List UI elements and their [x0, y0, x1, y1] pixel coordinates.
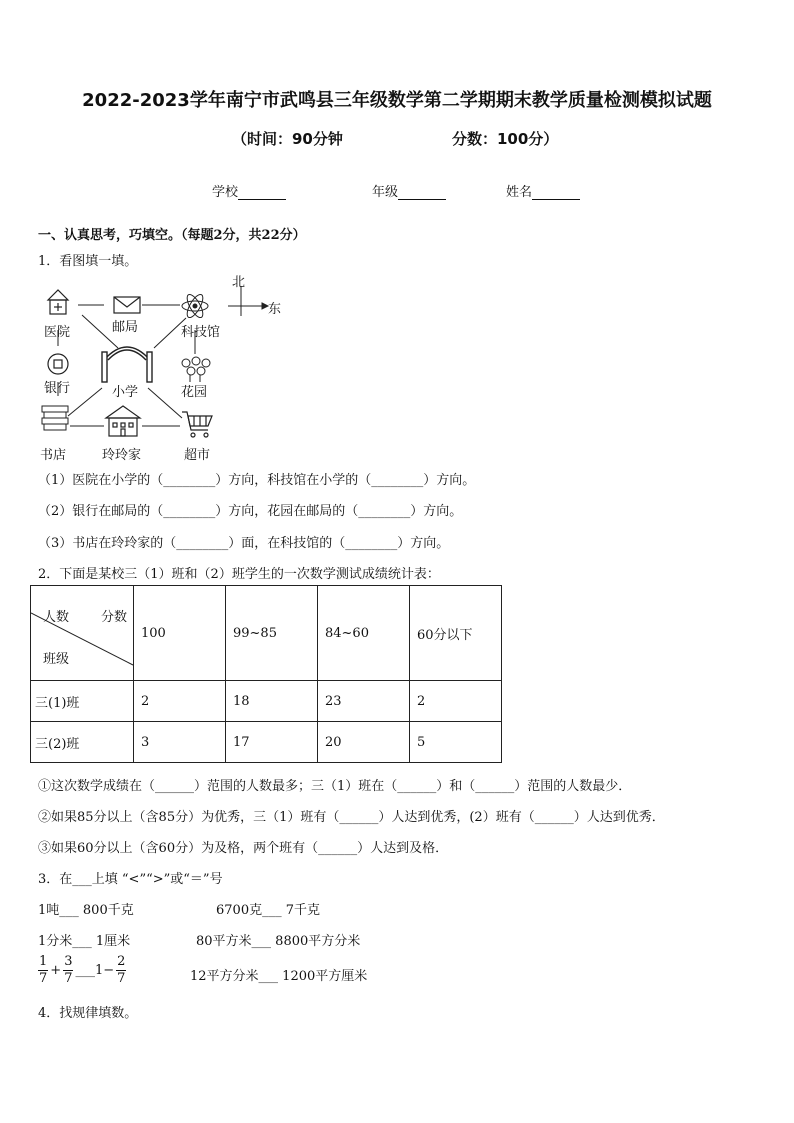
compass — [228, 286, 268, 316]
table-header-cell: 99~85 — [226, 586, 318, 681]
table-cell: 18 — [226, 681, 318, 722]
q1-stem: 1．看图填一填。 — [38, 254, 138, 269]
section-heading: 一、认真思考，巧填空。（每题2分，共22分） — [38, 228, 306, 243]
place-science-museum: 科技馆 — [181, 325, 221, 340]
name-blank[interactable] — [532, 185, 580, 200]
compare-blank: ___1− — [75, 963, 115, 978]
q3-stem: 3．在___上填 “<”“>”或“＝”号 — [38, 872, 223, 887]
table-header-cell: 60分以下 — [410, 586, 502, 681]
q3-row2-left: 1分米___ 1厘米 — [38, 934, 131, 949]
table-corner-cell — [31, 586, 134, 681]
corner-score-label: 分数 — [101, 610, 128, 625]
score-table — [30, 585, 502, 763]
school-gate-icon — [102, 347, 152, 382]
compass-north-label: 北 — [232, 275, 246, 290]
table-cell: 2 — [410, 681, 502, 722]
place-hospital: 医院 — [44, 325, 71, 340]
name-label: 姓名 — [506, 185, 533, 200]
place-linglings-home: 玲玲家 — [102, 448, 142, 463]
exam-score: 分数：100分） — [452, 130, 559, 148]
table-cell: 5 — [410, 722, 502, 763]
place-supermarket: 超市 — [184, 448, 211, 463]
q1-item-1: （1）医院在小学的（________）方向，科技馆在小学的（________）方向。 — [38, 473, 476, 488]
table-header-cell: 84~60 — [318, 586, 410, 681]
q2-item-3: ③如果60分以上（含60分）为及格，两个班有（______）人达到及格． — [38, 841, 449, 856]
q2-item-2: ②如果85分以上（含85分）为优秀，三（1）班有（______）人达到优秀，(2）班有（______）人达到优秀． — [38, 810, 665, 825]
books-icon — [42, 406, 68, 430]
corner-people-label: 人数 — [43, 610, 70, 625]
q3-fraction-expression — [38, 954, 126, 987]
grade-blank[interactable] — [398, 185, 446, 200]
table-cell: 3 — [134, 722, 226, 763]
atom-icon — [182, 292, 208, 320]
place-bookstore: 书店 — [40, 448, 67, 463]
compass-east-label: 东 — [268, 302, 282, 317]
table-cell: 20 — [318, 722, 410, 763]
q3-row1-right: 6700克___ 7千克 — [216, 903, 320, 918]
fraction: $\frac{1}{7}$ — [39, 954, 48, 986]
school-label: 学校 — [212, 185, 239, 200]
grade-label: 年级 — [372, 185, 399, 200]
table-row-label: 三(2)班 — [31, 722, 134, 763]
name-field — [506, 181, 580, 200]
place-post-office: 邮局 — [112, 320, 139, 335]
table-header-cell: 100 — [134, 586, 226, 681]
flowers-icon — [182, 357, 210, 382]
table-header-row — [31, 586, 502, 681]
plus-sign: + — [50, 963, 62, 978]
q4-stem: 4．找规律填数。 — [38, 1006, 138, 1021]
hospital-icon — [48, 290, 68, 314]
q2-stem: 2．下面是某校三（1）班和（2）班学生的一次数学测试成绩统计表： — [38, 567, 440, 582]
exam-time: （时间：90分钟 — [232, 130, 343, 148]
q2-item-1: ①这次数学成绩在（______）范围的人数最多；三（1）班在（______）和（______）范围的人数最少． — [38, 779, 632, 794]
page-title: 2022-2023学年南宁市武鸣县三年级数学第二学期期末教学质量检测模拟试题 — [82, 90, 712, 111]
grade-field — [372, 181, 446, 200]
shopping-cart-icon — [182, 412, 212, 437]
place-garden: 花园 — [181, 385, 208, 400]
place-bank: 银行 — [44, 381, 71, 396]
table-row — [31, 722, 502, 763]
q3-row2-right: 80平方米___ 8800平方分米 — [196, 934, 361, 949]
house-icon — [106, 406, 140, 436]
table-cell: 17 — [226, 722, 318, 763]
corner-class-label: 班级 — [43, 652, 70, 667]
table-row-label: 三(1)班 — [31, 681, 134, 722]
school-field — [212, 181, 286, 200]
place-school: 小学 — [112, 385, 139, 400]
coin-icon — [48, 354, 68, 374]
q3-row1-left: 1吨___ 800千克 — [38, 903, 134, 918]
table-cell: 2 — [134, 681, 226, 722]
q1-item-2: （2）银行在邮局的（________）方向，花园在邮局的（________）方向。 — [38, 504, 463, 519]
school-blank[interactable] — [238, 185, 286, 200]
map-diagram — [30, 268, 300, 468]
table-cell: 23 — [318, 681, 410, 722]
mail-icon — [114, 297, 140, 313]
fraction: $\frac{3}{7}$ — [64, 954, 73, 986]
q1-item-3: （3）书店在玲玲家的（________）面，在科技馆的（________）方向。 — [38, 536, 450, 551]
fraction: $\frac{2}{7}$ — [117, 954, 126, 986]
q3-row3-right: 12平方分米___ 1200平方厘米 — [190, 969, 368, 984]
table-row — [31, 681, 502, 722]
